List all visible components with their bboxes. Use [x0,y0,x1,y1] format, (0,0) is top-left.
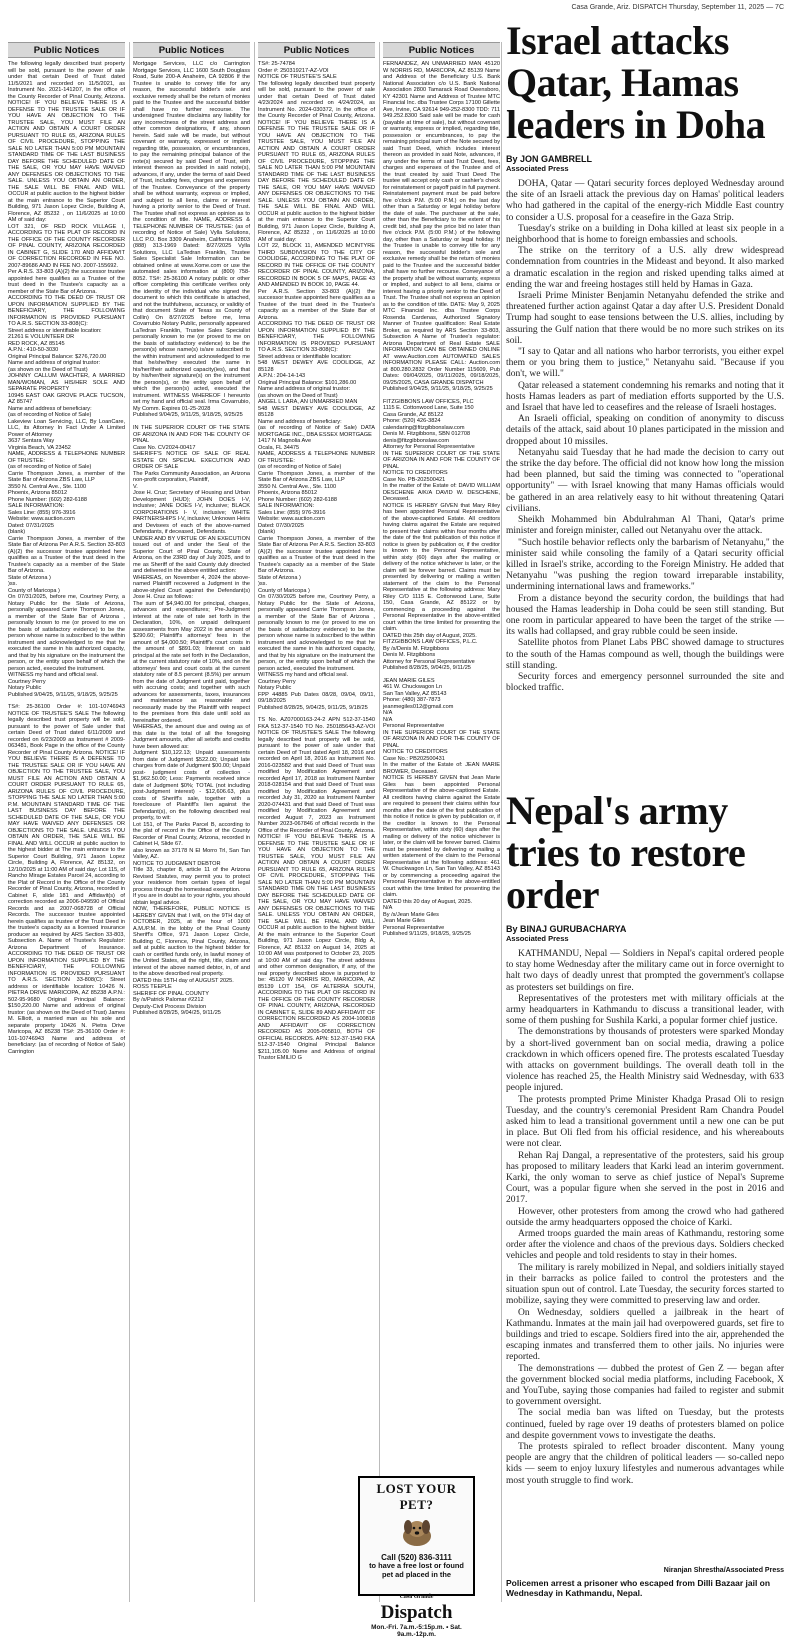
paragraph: KATHMANDU, Nepal — Soldiers in Nepal's capital ordered people to stay home Wednesday after the military came out in force overnight to halt two days of deadly unrest that prompted the government's collapse as protesters set buildings on fire. [506,949,784,993]
photo-caption: Policemen arrest a prisoner who escaped from Dilli Bazaar jail on Wednesday in Kathmandu, Nepal. [506,1578,771,1598]
article-nepal [506,790,784,1487]
paragraph: The demonstrations — dubbed the protest of Gen Z — began after the government blocked social media platforms, including Facebook, X and YouTube, saying those companies had failed to register and submit to government oversight. [506,1363,784,1408]
dispatch-logo-text: Dispatch [380,1602,453,1624]
notice-trustee-sale-maricopa: TS#: 25-36100 Order #: 101-10746943 NOTICE OF TRUSTEE'S SALE The following legally described trust property will be sold, pursuant to the power of Sale under that certain Deed of Trust dated 6/11/2009 and recorded on 6/23/2009 as Instrument # 2009-063481, Book Page in the office of the County Recorder of Pinal County Arizona. NOTICE! IF YOU BELIEVE THERE IS A DEFENSE TO THE TRUSTEE SALE OR IF YOU HAVE AN OBJECTION TO THE TRUSTEE SALE, YOU MUST FILE AN ACTION AND OBTAIN A COURT ORDER PURSUANT TO RULE 65, ARIZONA RULES OF CIVIL PROCEDURE, STOPPING THE SALE NO LATER THAN 5:00 P.M. MOUNTAIN STANDARD TIME OF THE LAST BUSINESS DAY BEFORE THE SCHEDULED DATE OF THE SALE, OR YOU MAY HAVE WAIVED ANY DEFENSES OR OBJECTIONS TO THE SALE. UNLESS YOU OBTAIN AN ORDER, THE SALE WILL BE FINAL AND WILL OCCUR at public auction to the highest bidder at The main entrance to the Superior Court Building, 971 Jason Lopez Circle, Building A, Florence, AZ 85132, on 12/10/2025 at 11:00 AM of said day: Lot 115, of Rancho Mirage Estates Parcel 24, according to the Plat of Record in the Office of the County Recorder of Pinal County, Arizona, recorded in Cabinet F, slide 181 and Affidavit(s) of correction recorded as 2006-049590 of Official Records and as 2007-068728 of Official Records. The successor trustee appointed herein qualifies as trustee of the Trust Deed in the trustee's capacity as a licensed insurance producer as required by ARS Section 33-803, Subsection A. Name of Trustee's Regulator: Arizona Department of Insurance. ACCORDING TO THE DEED OF TRUST OR UPON INFORMATION SUPPLIED BY THE BENEFICIARY, THE FOLLOWING INFORMATION IS PROVIDED PURSUANT TO A.R.S. SECTION 33-808(C): Street address or identifiable location: 10426 N. PIETRA DRIVE MARICOPA, AZ 85238 A.P.N.: 502-95-9680 Original Principal Balance: $150,220.00 Name and address of original trustor: (as shown on the Deed of Trust) James M. Elliott, a married man as his sole and separate property 10426 N. Pietra Drive Maricopa, AZ 85238 TS#: 25-36100 Order #: 101-10746943 Name and address of beneficiary: (as of recording of Notice of Sale) Carrington [8,704,125,1055]
notices-column-1 [8,42,125,1592]
paragraph: The military is rarely mobilized in Nepal, and soldiers initially stayed in their barracks as police failed to control the protesters and the situation spun out of control. Late Tuesday, the security forces started to mobilize, saying they were committed to preserving law and order. [506,1262,784,1307]
article-body [506,179,784,694]
paragraph: Armed troops guarded the main areas of Kathmandu, restoring some order after the violence and chaos of the previous days. Soldiers checked vehicles and people and told residents to stay in their homes. [506,1229,784,1262]
column-divider [129,42,130,1602]
column-divider [254,42,255,1602]
headline: Israel attacks Qatar, Hamas leaders in Doha [506,18,766,147]
notice-trustee-sale-continued: FERNANDEZ, AN UNMARRIED MAN 45120 W NORRIS RD, MARICOPA, AZ 85139 Name and Address of the Beneficiary U.S. Bank National Association c/o U.S. Bank National Association 2800 Tamarack Road Owensboro, KY 42301 Name and Address of Trustee MTC Financial Inc. dba Trustee Corps 17100 Gillette Ave, Irvine, CA 92614 949-252-8300 TDD: 711 949.252.8300 Said sale will be made for cash (payable at time of sale), but without covenant or warranty, express or implied, regarding title, possession or encumbrances, to pay the remaining principal sum of the Note secured by said Trust Deed, which includes interest thereon as provided in said Note, advances, if any under the terms of said Trust Deed, fees, charges and expenses of the Trustee and of the trust created by said Trust Deed The trustee will accept only cash or cashier's check for reinstatement or payoff paid in full payment. Reinstatement payment must be paid before five o'clock P.M. (5:00 P.M.) on the last day other than a Saturday or legal holiday before the date of sale. The purchaser at the sale, other than the Beneficiary to the extent of his credit bid, shall pay the price bid no later than five o'clock P.M. (5:00 P.M.) of the following day, other than a Saturday or legal holiday. If the Trustee is unable to convey title for any reason, the successful bidder's sole and exclusive remedy shall be the return of monies paid to the Trustee and the successful bidder shall have no further recourse. Conveyance of the property shall be without warranty, express or implied, and subject to all liens, claims or interest having a priority senior to the Deed of Trust. The Trustee shall not express an opinion as to the condition of title. DATE: May 9, 2025 MTC Financial Inc. dba Trustee Corps Rosenda Cardenas, Authorized Signatory Manner of Trustee qualification: Real Estate Broker, as required by ARS Section 33-803, Subsection A Name of Trustee's regulator: Arizona Department of Real Estate SALE INFORMATION CAN BE OBTAINED ONLINE AT www.Auction.com AUTOMATED SALES INFORMATION PLEASE CALL: Auction.com at 800.280.2832 Order Number 115609, Pub Dates: 09/04/2025, 09/11/2025, 09/18/2025, 09/25/2025, CASA GRANDE DISPATCH Published 9/04/25, 9/11/25, 9/18/25, 9/25/25 [383,61,500,392]
paragraph: "Such hostile behavior reflects only the barbarism of Netanyahu," the minister said while consoling the family of a Qatari security official killed in Israel's strike, according to the Foreign Ministry. He added that Netanyahu "was pushing the region toward irreparable instability, undermining international laws and frameworks." [506,537,784,593]
article-body [506,949,784,1487]
dispatch-logo-region: Casa Grande [399,1594,434,1601]
paragraph: Israeli Prime Minister Benjamin Netanyahu defended the strike and threatened further action against Qatar a day after U.S. President Donald Trump had sought to ease tensions between the U.S. allies, including by assuring the Gulf nation that there would be no more such strikes on its soil. [506,291,784,346]
byline: By BINAJ GURUBACHARYA [506,924,627,934]
byline: By JON GAMBRELL [506,154,593,164]
ad-title: LOST YOUR PET? [376,1481,457,1512]
paragraph: "I say to Qatar and all nations who harbor terrorists, you either expel them or you bring them to justice," Netanyahu said. "Because if you don't, we will." [506,347,784,380]
ad-line-1: to have a free lost or found [369,1561,464,1570]
paragraph: On Wednesday, soldiers quelled a jailbreak in the heart of Kathmandu. Inmates at the main jail had overpowered guards, set fire to buildings and tried to escape. Soldiers fired into the air, apprehended the escaping inmates and transferred them to other jails. No injuries were reported. [506,1307,784,1363]
paragraph: However, other protesters from among the crowd who had gathered outside the army headquarters opposed the choice of Karki. [506,1206,784,1228]
notices-column-2 [133,42,250,1592]
section-header: Public Notices [258,42,375,58]
paragraph: DOHA, Qatar — Qatari security forces deployed Wednesday around the site of an Israeli attack the previous day on Hamas' political leaders who had gathered in the capital of the energy-rich Middle East country to consider a U.S. proposal for a ceasefire in the Gaza Strip. [506,179,784,223]
ad-hours: Mon.-Fri. 7a.m.-5:15p.m. • Sat. 9a.m.-12p.m. [371,1624,462,1638]
paragraph: Satellite photos from Planet Labs PBC showed damage to structures to the south of the Hamas compound as well, though the buildings were still standing. [506,638,784,671]
ad-phone: Call (520) 836-3111 [381,1553,452,1562]
paragraph: The demonstrations by thousands of protesters were sparked Monday by a short-lived government ban on social media, drawing a police crackdown in which officers opened fire. The protests escalated Tuesday with attacks on government buildings. The overall death toll in the violence has reached 25, the Health Ministry said Wednesday, with 633 people injured. [506,1027,784,1094]
agency: Associated Press [506,934,569,943]
article-israel-qatar [506,20,784,694]
section-header: Public Notices [383,42,500,58]
dispatch-logo [360,1580,473,1624]
notice-trustee-sale-norris-rd: TS No. AZ07000163-24-2 APN 512-37-1540 FKA 512-37-1540 TO No. 250185643-AZ-VOI NOTICE OF TRUSTEE'S SALE The following legally described trust property will be sold, pursuant to the power of sale under that certain Deed of Trust dated April 18, 2016 and recorded on April 18, 2016 as Instrument No. 2016-023582 and that said Deed of Trust was modified by Modification Agreement and recorded April 17, 2018 as Instrument Number 2018-028154 and that said Deed of Trust was modified by Modification Agreement and recorded July 31, 2020 as Instrument Number 2020-074431 and that said Deed of Trust was modified by Modification Agreement and recorded August 7, 2023 as Instrument Number 2023-067846 of official records in the Office of the Recorder of Pinal County, Arizona. NOTICE! IF YOU BELIEVE THERE IS A DEFENSE TO THE TRUSTEE SALE OR IF YOU HAVE AN OBJECTION TO THE TRUSTEE SALE, YOU MUST FILE AN ACTION AND OBTAIN A COURT ORDER PURSUANT TO RULE 65, ARIZONA RULES OF CIVIL PROCEDURE, STOPPING THE SALE NO LATER THAN 5:00 PM MOUNTAIN STANDARD TIME ON THE LAST BUSINESS DAY BEFORE THE SCHEDULED DATE OF THE SALE, OR YOU MAY HAVE WAIVED ANY DEFENSES OR OBJECTIONS TO THE SALE. UNLESS YOU OBTAIN AN ORDER, THE SALE WILL BE FINAL AND WILL OCCUR at public auction to the highest bidder At the main entrance to the Superior Court Building, 971 Jason Lopez Circle, Bldg A, Florence, AZ 85132 on August 14, 2025 at 10:00 AM was postponed to October 23, 2025 at 10:00 AM of said day. The street address and other common designation, if any, of the real property described above is purported to be: 45120 W NORRIS RD, MARICOPA, AZ 85139 LOT 154, OF ALTERRA SOUTH, ACCORDING TO THE PLAT OF RECORD IN THE OFFICE OF THE COUNTY RECORDER OF PINAL COUNTY, ARIZONA, RECORDED IN CABINET E, SLIDE 89 AND AFFIDAVIT OF CORRECTION RECORDED AS 2004-100818 AND AFFIDAVIT OF CORRECTION RECORDED AS 2005-005810, BOTH OF OFFICIAL RECORDS. APN: 512-37-1540 FKA 512-37-1540 Original Principal Balance $211,105.00 Name and Address of original Trustor EMILIO G [258,717,376,1061]
notice-trustee-sale-red-rock: The following legally described trust property will be sold, pursuant to the power of sale under that certain Deed of Trust dated 11/5/2021 and recorded on 11/5/2021, as Instrument No. 2021-141207, in the office of the County Recorder of Pinal County, Arizona. NOTICE! IF YOU BELIEVE THERE IS A DEFENSE TO THE TRUSTEE SALE OR IF YOU HAVE AN OBJECTION TO THE TRUSTEE SALE, YOU MUST FILE AN ACTION AND OBTAIN A COURT ORDER PURSUANT TO RULE 65, ARIZONA RULES OF CIVIL PROCEDURE, STOPPING THE SALE NO LATER THAN 5:00 PM MOUNTAIN STANDARD TIME OF THE LAST BUSINESS DAY BEFORE THE SCHEDULED DATE OF THE SALE, OR YOU MAY HAVE WAIVED ANY DEFENSES OR OBJECTIONS TO THE SALE. UNLESS YOU OBTAIN AN ORDER, THE SALE WILL BE FINAL AND WILL OCCUR at public auction to the highest bidder at the main entrance to the Superior Court Building, 971 Jason Lopez Circle, Building A, Florence, AZ 85232 , on 11/6/2025 at 10:00 AM of said day: LOT 321, OF RED ROCK VILLAGE I, ACCORDING TO THE PLAT OF RECORD IN THE OFFICE OF THE COUNTY RECORDER OF PINAL COUNTY, ARIZONA RECORDED IN CABINET G, SLIDE 170 AND AFFIDAVIT OF CORRECTION RECORDED IN FEE NO. 2007-89686 AND IN FEE NO. 2007-155692. Per A.R.S. 33-803 (A)(2) the successor trustee appointed here qualifies as a Trustee of the trust deed in the Trustee's capacity as a member of the State Bar of Arizona. ACCORDING TO THE DEED OF TRUST OR UPON INFORMATION SUPPLIED BY THE BENEFICIARY, THE FOLLOWING INFORMATION IS PROVIDED PURSUANT TO A.R.S. SECTION 33-808(C): Street address or identifiable location: 21261 E VOLUNTEER DR RED ROCK, AZ 85145 A.P.N.: 410-50-3030 Original Principal Balance: $276,720.00 Name and address of original trustor: (as shown on the Deed of Trust) JOHNNY CALLUM WACHTER, A MARRIED MAN/WOMAN, AS HIS/HER SOLE AND SEPARATE PROPERTY 10945 EAST OAK GROVE PLACE TUCSON, AZ 85747 Name and address of beneficiary: (as of recording of Notice of Sale) Lakeview Loan Servicing, LLC, By LoanCare, LLC, its Attorney In Fact Under A Limited Power of Attorney 3637 Sentara Way Virginia Beach, VA 23452 NAME, ADDRESS & TELEPHONE NUMBER OF TRUSTEE: (as of recording of Notice of Sale) Carrie Thompson Jones, a member of the State Bar of Arizona ZBS Law, LLP 3550 N. Central Ave., Ste. 1100 Phoenix, Arizona 85012 Phone Number: (602) 282-6188 SALE INFORMATION: Sales Line: (855) 976-3916 Website: www.auction.com Dated: 07/31/2025 (blank) Carrie Thompson Jones, a member of the State Bar of Arizona Per A.R.S. Section 33-803 (A)(2) the successor trustee appointed here qualifies as a Trustee of the trust deed in the Trustee's capacity as a member of the State Bar of Arizona. State of Arizona ) )ss. County of Maricopa ) On 07/31/2025, before me, Courtney Perry, a Notary Public for the State of Arizona, personally appeared Carrie Thompson Jones, a member of the State Bar of Arizona , personally known to me (or proved to me on the basis of satisfactory evidence) to be the person whose name is subscribed to the within instrument and acknowledged to me that he executed the same in his authorized capacity, and that by his signature on the instrument the person, or the entity upon behalf of which the person acted, executed the instrument. WITNESS my hand and official seal. Courtney Perry Notary Public Published 9/04/25, 9/11/25, 9/18/25, 9/25/25 [8,61,125,698]
section-header: Public Notices [133,42,250,58]
notices-column-3 [258,42,375,1592]
section-header: Public Notices [8,42,125,58]
paragraph: Netanyahu said Tuesday that he had made the decision to carry out the strike the day before. The official did not know how long the mission had been planned, but said the timing was connected to "operational opportunity" — with Israel knowing that many Hamas officials would be gathered in an area relatively easy to hit without threatening Qatari civilians. [506,447,784,514]
paragraph: From a distance beyond the security cordon, the buildings that had housed the Hamas leadership in Doha could be seen still standing. But one room in particular appeared to have been the target of the strike — its walls had collapsed, and gray rubble could be seen inside. [506,593,784,638]
notices-column-4 [383,42,500,1470]
paragraph: The protests prompted Prime Minister Khadga Prasad Oli to resign Tuesday, and the country's ceremonial President Ram Chandra Poudel asked him to lead a transitional government until a new one can be put in place. But Oli fled from his official residence, and his whereabouts were not clear. [506,1094,784,1150]
photo-credit: Niranjan Shrestha/Associated Press [663,1567,784,1574]
lost-pet-ad [358,1476,475,1638]
page-folio: Casa Grande, Ariz. DISPATCH Thursday, September 11, 2025 — 7C [571,4,784,11]
paragraph: An Israeli official, speaking on condition of anonymity to discuss details of the attack, said about 10 planes participated in the mission and dropped about 10 missiles. [506,414,784,447]
notice-to-creditors-brower: JEAN MARIE GILES 461 W. Chuckwagon Ln San Tan Valley, AZ 85143 Phone: (480) 387-7873 jeanmegiles012@gmail.com N/A N/A Personal Representative IN THE SUPERIOR COURT OF THE STATE OF ARIZONA IN AND FOR THE COUNTY OF PINAL NOTICE TO CREDITORS Case No.: PB202500431 In the matter of the Estate of: JEAN MARIE BROWER, Deceased. NOTICE IS HEREBY GIVEN that Jean Marie Giles has been appointed Personal Representative of the above-captioned Estate. All creditors having claims against the Estate are required to present their claims within four months after the date of the first publication of this notice if notice is given by publication or, if the creditor is known to the Personal Representative, within sixty (60) days after the mailing or delivery of the notice whichever is later, or the claim will be forever barred. Claims must be presented by delivering or mailing a written statement of the claim to the Personal Representative at the following address: 461 W. Chuckwagon Ln, San Tan Valley, AZ 85143 or by commencing a proceeding against the Personal Representative in the above-entitled court within the time limited for presenting the claim. DATED this 20 day of August, 2025. N/A By /s/Jean Marie Giles Jean Marie Giles Personal Representative Published 9/11/25, 9/18/25, 9/25/25 [383,677,500,937]
column-divider [379,42,380,1602]
dog-icon [390,1516,444,1550]
paragraph: The strike on the territory of a U.S. ally drew widespread condemnation from countries in the Mideast and beyond. It also marked a dramatic escalation in the region and risked upending talks aimed at ending the war and freeing hostages still held by Hamas in Gaza. [506,246,784,290]
headline: Nepal's army tries to restore order [506,788,746,917]
notice-sheriff-sale: Mortgage Services, LLC c/o Carrington Mortgage Services, LLC 1600 South Douglass Road, Suite 200-A Anaheim, CA 92806 If the Trustee is unable to convey title for any reason, the successful bidder's sole and exclusive remedy shall be the return of monies paid to the Trustee and the successful bidder shall have no further recourse. The undersigned Trustee disclaims any liability for any incorrectness of the street address and other common designations, if any, shown herein. Said sale will be made, but without covenant or warranty, expressed or implied regarding title, possession, or encumbrances, to pay the remaining principal balance of the note(s) secured by said Deed of Trust, with interest thereon as provided in said note(s), advances, if any, under the terms of said Deed of Trust, including fees, charges and expenses of the Trustee. Conveyance of the property shall be without warranty, express or implied, and subject to all liens, claims or interest having a priority senior to the Deed of Trust. The Trustee shall not express an opinion as to the condition of title. NAME, ADDRESS & TELEPHONE NUMBER OF TRUSTEE: (as of recording of Notice of Sale) Vylla Solutions, LLC P.O. Box 3309 Anaheim, California 92803 (888) 313-1969 Dated: 8/27/2025 Vylla Solutions, LLC LaTedran Franklin, Trustee Sales Specialist Sale Information can be obtained online at www.Xome.com or use the automated sales information at (800) 758-8052. TS#: 25-36100 A notary public or other officer completing this certificate verifies only the identity of the individual who signed the document to which this certificate is attached, and not the truthfulness, accuracy, or validity of that document State of Texas ss County of Collin) On 8/27/2025 before me, Irma Covarrubio Notary Public, personally appeared LaTedran Franklin, Trustee Sales Specialist personally known to me (or proved to me on the basis of satisfactory evidence) to be the person(s) whose name(s) is/are subscribed to the within instrument and acknowledged to me that he/she/they executed the same in his/her/their authorized capacity(ies), and that by his/her/their signature(s) on the instrument the person(s), or the entity upon behalf of which the person(s) acted, executed the instrument. WITNESS WHEREOF I hereunto set my hand and official seal. Irma Covarrubio, My Comm. Expires 01-25-2028 Published 9/04/25, 9/11/25, 9/18/25, 9/25/25 IN THE SUPERIOR COURT OF THE STATE OF ARIZONA IN AND FOR THE COUNTY OF PINAL Case No. CV2024-00417 SHERIFF'S NOTICE OF SALE OF REAL ESTATE ON SPECIAL EXECUTION AND ORDER OF SALE The Parks Community Association, an Arizona non-profit corporation, Plaintiff, V. Jose H. Cruz; Secretary of Housing and Urban Development (HUD); JOHN DOES I-V, inclusive; JANE DOES I-V, inclusive; BLACK CORPORATIONS I- V, inclusive; WHITE PARTNERSHIPS I-V, inclusive; Unknown Heirs and Devisees of each of the above-named Defendants, if deceased, Defendants. UNDER AND BY VIRTUE OF AN EXECUTION issued out of and under the Seal of the Superior Court of Pinal County, State of Arizona, on the 23RD day of July 2025, and to me as Sheriff of the said County duly directed and delivered in the above entitled action: WHEREAS, on November 4, 2024 the above-named Plaintiff recovered a Judgment in the above-styled Court against the Defendant(s) Jose H. Cruz as follows: The sum of $4,940.00 for principal, charges, advances and expenditures; Pre-Judgment interest at the rate of rate set forth in the Declaration, 10%, on unpaid delinquent assessments from May 2022 in the amount of $290.60; Plaintiff's attorneys' fees in the amount of $4,000.50; Plaintiff's court costs in the amount of $891.03; Interest on said principal at the rate set forth in the Declaration, at the current statutory rate of 10%, and on the attorneys' fees and court costs at the current statutory rate of 8.5 percent (8.5%) per annum from the date of Judgment until paid, together with accruing costs; and together with such advances for assessments, taxes, insurances and maintenance as reasonable and necessarily made by the Plaintiff with respect to the premises from this date until sold as hereinafter ordered. WHEREAS, the amount due and owing as of this date is the total of all the foregoing Judgment amounts, after all setoffs and credits have been allowed as: Judgment $10,122.13; Unpaid assessments from date of Judgment $522.00; Unpaid late charges from date of Judgment $00.00; Unpaid post- judgment costs of collection - $1,962.50.00; Less: Payments received since date of Judgment $0%; TOTAL (not including post-Judgment interest) - $12,606.63, plus costs of Sheriff's sale, together with a foreclosure of Plaintiff's lien against the Defendant(s), on the following described real property, to wit: Lot 151, of The Parks Parcel B, according to the plat of record in the Office of the County Recorder of Pinal County, Arizona, recorded in Cabinet H, Slide 67. also known as 37178 N El Morro Trl, San Tan Valley, AZ. NOTICE TO JUDGMENT DEBTOR Title 33, chapter 8, article 11 of the Arizona Revised Statutes, may permit you to protect your residence from certain types of legal process through the homestead exemption. If you are in doubt as to your rights, you should obtain legal advice. NOW, THEREFORE, PUBLIC NOTICE IS HEREBY GIVEN that I will, on the 9TH day of OCTOBER, 2025, at the hour of 1000 A.M./P.M. in the lobby of the Pinal County Sheriff's Office, 971 Jason Lopez Circle, Building C, Florence, Pinal County, Arizona, sell at public auction to the highest bidder for cash or certified funds only, in lawful money of the United States, all the right, title, claim and interest of the above named debtor, in, of and to the above described real property. DATED this 15TH day of AUGUST 2025. ROSS TEEPLE SHERIFF OF PINAL COUNTY By /s/Patrick Palomar #2212 Deputy-Civil Process Division Published 8/28/25, 9/04/25, 9/11/25 [133,61,250,1016]
paragraph: Qatar released a statement condemning his remarks and noting that it hosts Hamas leaders as part of mediation efforts supported by the U.S. and Israel that have led to ceasefires and the release of Israeli hostages. [506,380,784,414]
column-divider [501,42,502,1602]
paragraph: The social media ban was lifted on Tuesday, but the protests continued, fueled by rage over 19 deaths of protesters blamed on police and despite government vows to investigate the deaths. [506,1408,784,1441]
paragraph: Tuesday's strike on a building in Doha killed at least six people in a neighborhood that is home to foreign embassies and schools. [506,223,784,246]
paragraph: Rehan Raj Dangal, a representative of the protesters, said his group has proposed to military leaders that Karki lead an interim government. Karki, the only woman to serve as chief justice of Nepal's Supreme Court, was a popular figure when she served in the post in 2016 and 2017. [506,1150,784,1206]
ad-line-2: pet ad placed in the [382,1569,451,1579]
notice-trustee-sale-coolidge: TS#: 25-74784 Order #: 250319217-AZ-VOI NOTICE OF TRUSTEE'S SALE The following legally described trust property will be sold, pursuant to the power of sale under that certain Deed of Trust dated 4/23/2024 and recorded on 4/24/2024, as Instrument No. 2024-030372, in the office of the County Recorder of Pinal County, Arizona. NOTICE! IF YOU BELIEVE THERE IS A DEFENSE TO THE TRUSTEE SALE OR IF YOU HAVE AN OBJECTION TO THE TRUSTEE SALE, YOU MUST FILE AN ACTION AND OBTAIN A COURT ORDER PURSUANT TO RULE 65, ARIZONA RULES OF CIVIL PROCEDURE, STOPPING THE SALE NO LATER THAN 5:00 PM MOUNTAIN STANDARD TIME OF THE LAST BUSINESS DAY BEFORE THE SCHEDULED DATE OF THE SALE, OR YOU MAY HAVE WAIVED ANY DEFENSES OR OBJECTIONS TO THE SALE. UNLESS YOU OBTAIN AN ORDER, THE SALE WILL BE FINAL AND WILL OCCUR at public auction to the highest bidder at the main entrance to the Superior Court Building, 971 Jason Lopez Circle, Building A, Florence, AZ 85232 , on 11/6/2025 at 10:00 AM of said day: LOT 22, BLOCK 11, AMENDED MCINTYRE THIRD SUBDIVISION TO THE CITY OF COOLIDGE, ACCORDING TO THE PLAT OF RECORD IN THE OFFICE OF THE COUNTY RECORDER OF PINAL COUNTY, ARIZONA, RECORDED IN BOOK 5 OF MAPS, PAGE 43 AND AMENDED IN BOOK 10, PAGE 44. Per A.R.S. Section 33-803 (A)(2) the successor trustee appointed here qualifies as a Trustee of the trust deed in the Trustee's capacity as a member of the State Bar of Arizona. ACCORDING TO THE DEED OF TRUST OR UPON INFORMATION SUPPLIED BY THE BENEFICIARY, THE FOLLOWING INFORMATION IS PROVIDED PURSUANT TO A.R.S. SECTION 33-808(C): Street address or identifiable location: 548 WEST DEWEY AVE COOLIDGE, AZ 85128 A.P.N.: 204-14-143 Original Principal Balance: $101,286.00 Name and address of original trustor: (as shown on the Deed of Trust) ANGEL L LARA, AN UNMARRIED MAN 548 WEST DEWEY AVE COOLIDGE, AZ 85128 Name and address of beneficiary: (as of recording of Notice of Sale) DATA MORTGAGE INC., DBA ESSEX MORTGAGE 1417 N Magnolia Ave Ocala, FL 34475 NAME, ADDRESS & TELEPHONE NUMBER OF TRUSTEE: (as of recording of Notice of Sale) Carrie Thompson Jones, a member of the State Bar of Arizona ZBS Law, LLP 3550 N. Central Ave., Ste. 1100 Phoenix, Arizona 85012 Phone Number: (602) 282-6188 SALE INFORMATION: Sales Line: (855) 976-3916 Website: www.auction.com Dated: 07/30/2025 (blank) Carrie Thompson Jones, a member of the State Bar of Arizona Per A.R.S. Section 33-803 (A)(2) the successor trustee appointed here qualifies as a Trustee of the trust deed in the Trustee's capacity as a member of the State Bar of Arizona. State of Arizona ) )ss. County of Maricopa ) On 07/30/2025 before me, Courtney Perry, a Notary Public for the State of Arizona, personally appeared Carrie Thompson Jones, a member of the State Bar of Arizona , personally known to me (or proved to me on the basis of satisfactory evidence) to be the person whose name is subscribed to the within instrument and acknowledged to me that he executed the same in his authorized capacity, and that by his signature on the instrument the person, or the entity upon behalf of which the person acted, executed the instrument. WITNESS my hand and official seal. Courtney Perry Notary Public FPP 44885 Pub Dates 08/28, 09/04, 09/11, 09/18/2025 Published 8/28/25, 9/04/25, 9/11/25, 9/18/25 [258,61,375,711]
paragraph: Sheikh Mohammed bin Abdulrahman Al Thani, Qatar's prime minister and foreign minister, called out Netanyahu over the attack. [506,515,784,537]
notice-to-creditors-deschene: FITZGIBBONS LAW OFFICES, PLC 1115 E. Cottonwood Lane, Suite 150 Casa Grande, AZ 85122 Phone: (520) 426-3824 calendaring@fitzgibbonslaw.com Denis M. Fitzgibbons, SBN 012708 denis@fitzgibbonslaw.com Attorney for Personal Representative IN THE SUPERIOR COURT OF THE STATE OF ARIZONA IN AND FOR THE COUNTY OF PINAL NOTICE TO CREDITORS Case No. PB-202500421 In the matter of the Estate of: DAVID WILLIAM DESCHENE A/K/A DAVID W. DESCHENE, Deceased. NOTICE IS HEREBY GIVEN that Mary Riley has been appointed Personal Representative of the above-captioned Estate. All creditors having claims against the Estate are required to present their claims within four months after the date of the first publication of this notice if notice is given by publication or, if the creditor is known to the Personal Representative, within sixty (60) days after the mailing or delivery of the notice whichever is later, or the claim will be forever barred. Claims must be presented by delivering or mailing a written statement of the claim to the Personal Representative at the following address: Mary Riley C/O 1115 E. Cottonwood Lane, Suite 150, Casa Grande, AZ 85122 or by commencing a proceeding against the Personal Representative in the above-entitled court within the time limited for presenting the claim. DATED this 25th day of August, 2025. FITZGIBBONS LAW OFFICES, P.L.C. By /s/Denis M. Fitzgibbons Denis M. Fitzgibbons Attorney for Personal Representative Published 8/28/25, 9/04/25, 9/11/25 [383,398,500,671]
agency: Associated Press [506,164,569,173]
paragraph: Representatives of the protesters met with military officials at the army headquarters in Kathmandu to discuss a transitional leader, with some of them pushing for Sushila Karki, a popular former chief justice. [506,993,784,1027]
paragraph: The protests spiraled to reflect broader discontent. Many young people are angry that the children of political leaders — so-called nepo kids — seem to enjoy luxury lifestyles and numerous advantages while most youth struggle to find work. [506,1441,784,1486]
paragraph: Security forces and emergency personnel surrounded the site and blocked traffic. [506,671,784,694]
